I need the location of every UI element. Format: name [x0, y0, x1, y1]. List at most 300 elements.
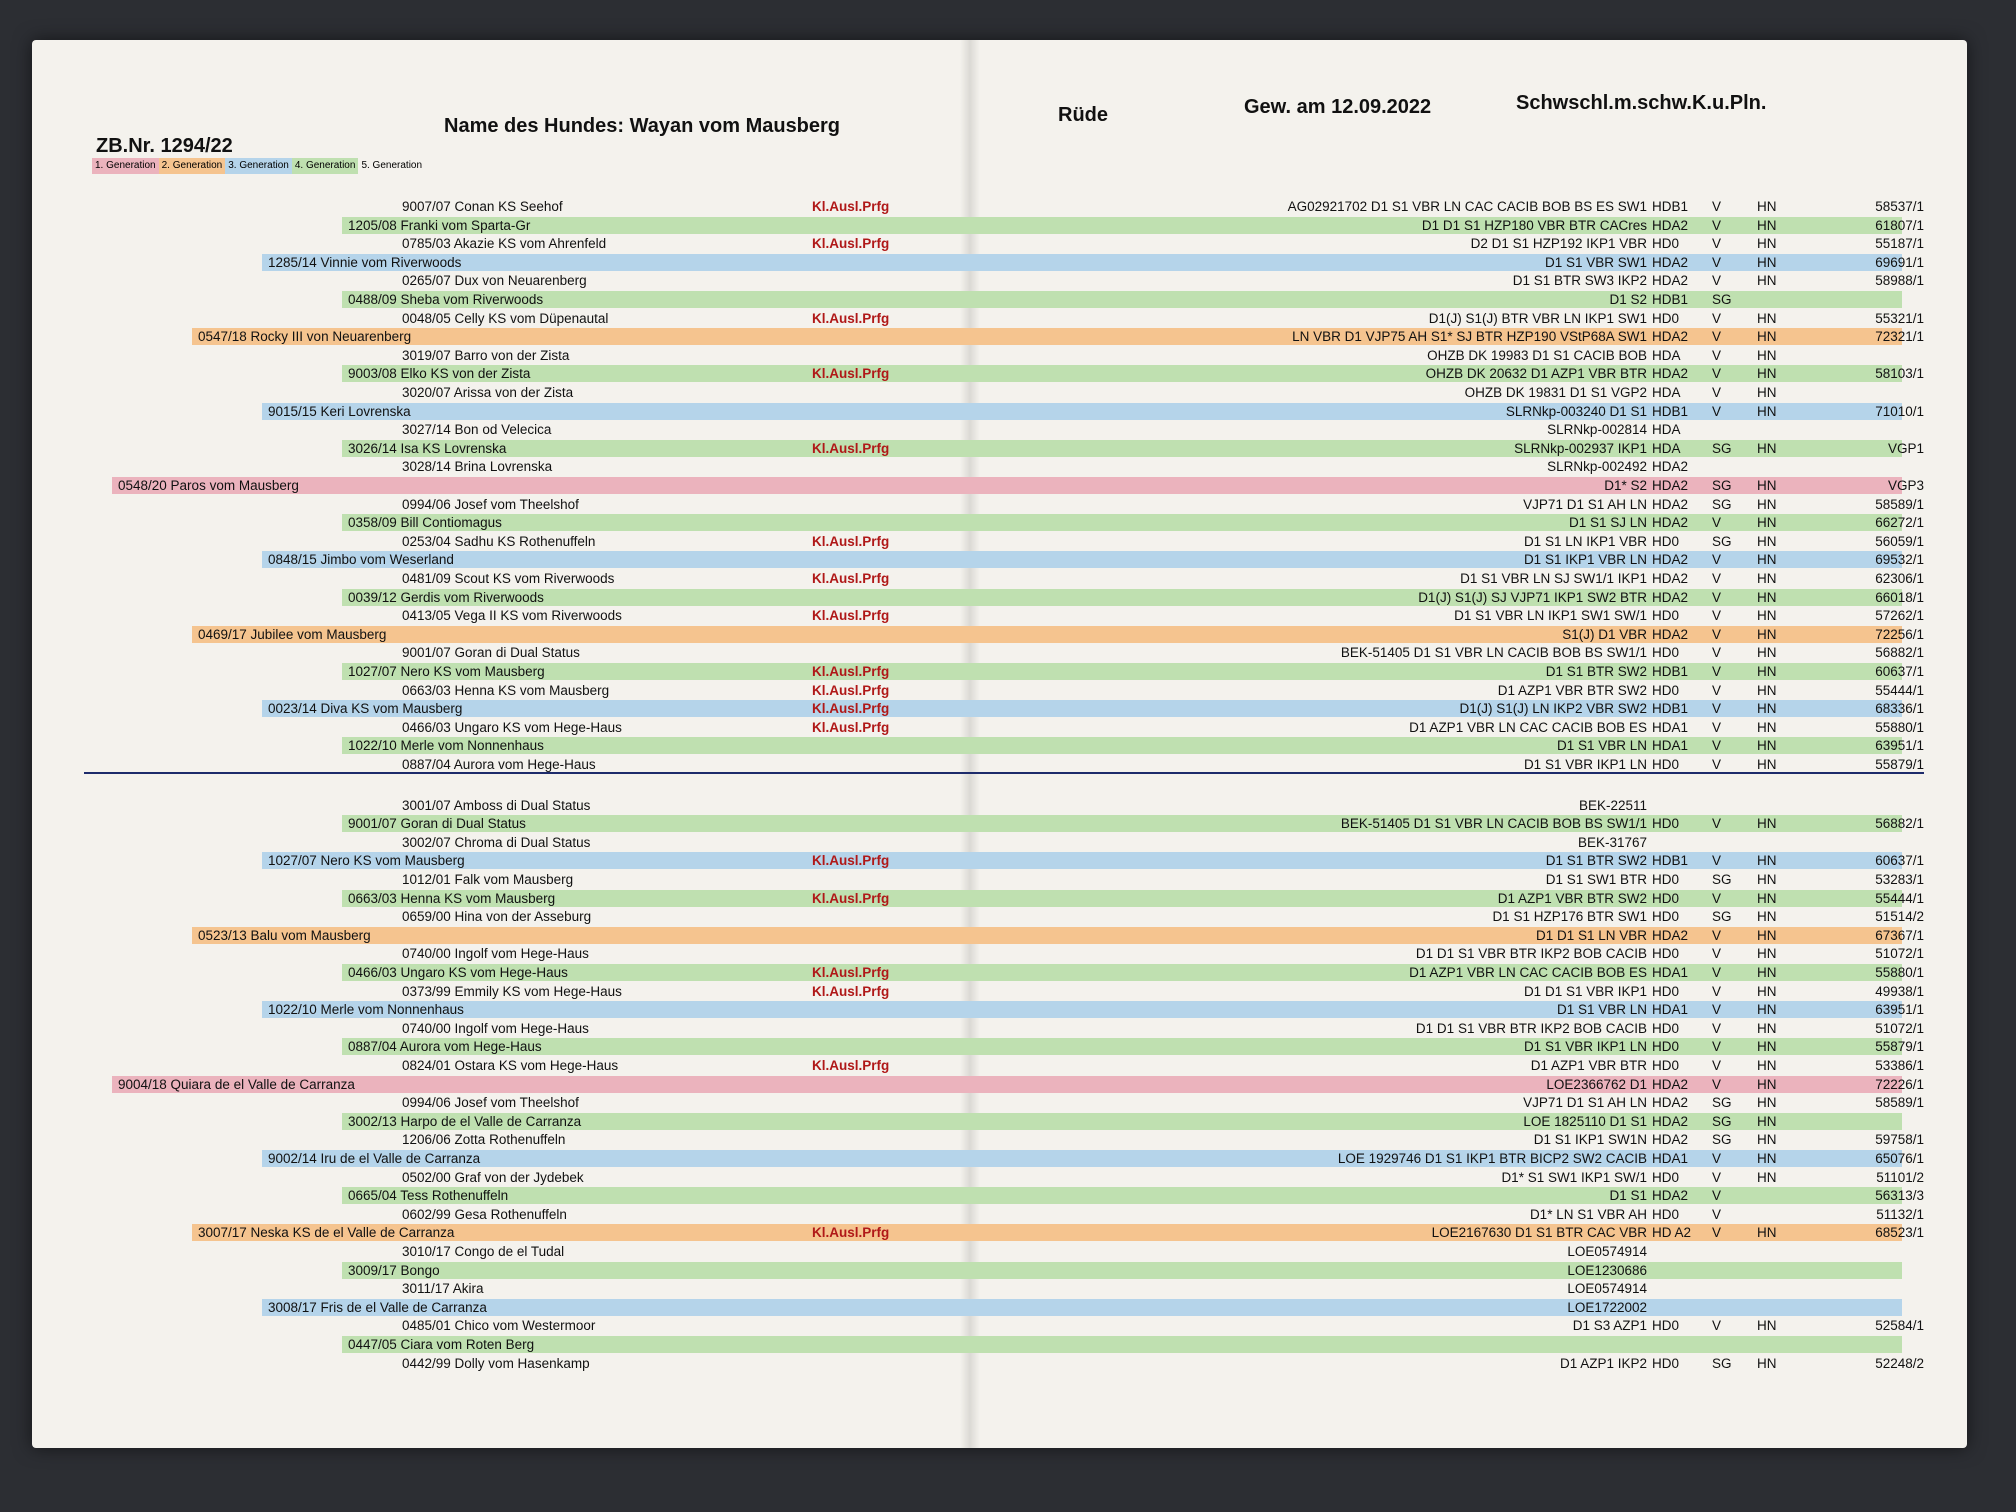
ancestor-name: 0824/01 Ostara KS vom Hege-Haus [402, 1058, 619, 1073]
hd-result: HDA2 [1652, 515, 1689, 531]
rating: SG [1712, 909, 1732, 925]
registry-number: 62306/1 [1875, 571, 1924, 586]
ancestor-titles: SLRNkp-002937 IKP1 [1514, 440, 1647, 456]
status: HN [1757, 1002, 1777, 1018]
exam-note: Kl.Ausl.Prfg [812, 890, 890, 906]
pedigree-row [72, 570, 1932, 587]
breed-color: Schwschl.m.schw.K.u.Pln. [1516, 92, 1767, 114]
hd-result: HD0 [1652, 1020, 1680, 1036]
hd-result: HD0 [1652, 645, 1680, 661]
dog-name: Name des Hundes: Wayan vom Mausberg [444, 115, 841, 137]
rating: V [1712, 1188, 1722, 1204]
status: HN [1757, 1095, 1777, 1111]
registry-number: 72321/1 [1875, 329, 1924, 345]
rating: V [1712, 403, 1722, 419]
ancestor-titles: BEK-22511 [1578, 797, 1647, 813]
ancestor-name: 1205/08 Franki vom Sparta-Gr [348, 217, 531, 233]
ancestor-name: 0548/20 Paros vom Mausberg [118, 478, 299, 493]
hd-result: HDA2 [1652, 254, 1689, 270]
hd-result: HDA2 [1652, 273, 1689, 289]
legend-gen1: 1. Generation [92, 158, 159, 174]
registry-number: 51072/1 [1875, 1020, 1924, 1036]
ancestor-name: 0039/12 Gerdis vom Riverwoods [348, 589, 544, 605]
hd-result: HD0 [1652, 1058, 1680, 1073]
ancestor-titles: D1 AZP1 IKP2 [1559, 1355, 1647, 1371]
ancestor-name: 0447/05 Ciara vom Roten Berg [348, 1337, 535, 1352]
ancestor-titles: D1* LN S1 VBR AH [1529, 1206, 1647, 1222]
ancestor-name: 3026/14 Isa KS Lovrenska [348, 440, 507, 456]
pedigree-row [72, 551, 1932, 568]
hd-result: HDA2 [1652, 217, 1689, 233]
rating: SG [1712, 533, 1732, 549]
ancestor-name: 1022/10 Merle vom Nonnenhaus [268, 1002, 464, 1018]
registry-number: VGP3 [1887, 478, 1924, 493]
ancestor-name: 0602/99 Gesa Rothenuffeln [402, 1206, 567, 1222]
hd-result: HDA [1652, 385, 1681, 400]
exam-note: Kl.Ausl.Prfg [812, 664, 890, 679]
ancestor-name: 0502/00 Graf von der Jydebek [402, 1169, 584, 1185]
status: HN [1757, 217, 1777, 233]
registry-number: 51072/1 [1875, 946, 1924, 962]
status: HN [1757, 515, 1777, 531]
hd-result: HDA2 [1652, 571, 1689, 586]
pedigree-row [72, 1262, 1932, 1279]
status: HN [1757, 440, 1777, 456]
status: HN [1757, 719, 1777, 735]
pedigree-row [72, 198, 1932, 215]
ancestor-name: 0442/99 Dolly vom Hasenkamp [402, 1355, 590, 1371]
ancestor-name: 1027/07 Nero KS vom Mausberg [348, 664, 545, 679]
status: HN [1757, 965, 1777, 980]
rating: SG [1712, 1095, 1732, 1111]
ancestor-name: 0253/04 Sadhu KS Rothenuffeln [402, 533, 596, 549]
ancestor-titles: D1 D1 S1 VBR IKP1 [1523, 983, 1647, 999]
generation-band [342, 1262, 1902, 1279]
status: HN [1757, 403, 1777, 419]
ancestor-titles: D2 D1 S1 HZP192 IKP1 VBR [1470, 236, 1647, 252]
hd-result: HD0 [1652, 1206, 1680, 1222]
rating: V [1712, 310, 1722, 326]
hd-result: HD A2 [1652, 1225, 1692, 1241]
ancestor-titles: D1 S1 IKP1 VBR LN [1523, 552, 1647, 568]
rating: V [1712, 927, 1722, 943]
rating: V [1712, 1058, 1722, 1073]
pedigree-sheet [32, 40, 1967, 1448]
rating: V [1712, 254, 1722, 270]
status: HN [1757, 1113, 1777, 1129]
ancestor-titles: D1 S1 SW1 BTR [1545, 872, 1647, 887]
pedigree-row [72, 815, 1932, 832]
ancestor-name: 0665/04 Tess Rothenuffeln [348, 1188, 509, 1204]
rating: V [1712, 347, 1722, 363]
status: HN [1757, 366, 1777, 382]
ancestor-name: 3008/17 Fris de el Valle de Carranza [268, 1299, 487, 1315]
ancestor-name: 3009/17 Bongo [348, 1262, 440, 1278]
status: HN [1757, 1318, 1777, 1334]
status: HN [1757, 983, 1777, 999]
registry-number: 72226/1 [1875, 1076, 1924, 1092]
ancestor-titles: D1 S3 AZP1 [1572, 1318, 1647, 1334]
hd-result: HDB1 [1652, 701, 1689, 717]
exam-note: Kl.Ausl.Prfg [812, 571, 890, 586]
registry-number: 56882/1 [1875, 816, 1924, 832]
rating: V [1712, 1318, 1722, 1334]
status: HN [1757, 608, 1777, 624]
pedigree-row [72, 1169, 1932, 1186]
rating: V [1712, 738, 1722, 754]
rating: SG [1712, 496, 1732, 512]
pedigree-row [72, 1076, 1932, 1093]
hd-result: HDA2 [1652, 496, 1689, 512]
rating: V [1712, 645, 1722, 661]
status: HN [1757, 1169, 1777, 1185]
pedigree-row [72, 384, 1932, 401]
pedigree-row [72, 797, 1932, 814]
pedigree-row [72, 927, 1932, 944]
ancestor-name: 1285/14 Vinnie vom Riverwoods [268, 254, 462, 270]
ancestor-name: 0413/05 Vega II KS vom Riverwoods [402, 608, 622, 624]
registry-number: 52248/2 [1875, 1355, 1924, 1371]
ancestor-name: 3010/17 Congo de el Tudal [402, 1244, 565, 1259]
pedigree-row [72, 719, 1932, 736]
registry-number: 58537/1 [1875, 199, 1924, 214]
status: HN [1757, 1355, 1777, 1371]
status: HN [1757, 1020, 1777, 1036]
ancestor-name: 1012/01 Falk vom Mausberg [402, 872, 574, 887]
ancestor-titles: S1(J) D1 VBR [1562, 626, 1647, 642]
hd-result: HD0 [1652, 890, 1680, 906]
pedigree-row [72, 756, 1932, 773]
ancestor-titles: LOE2167630 D1 S1 BTR CAC VBR [1431, 1225, 1647, 1241]
registry-number: 60637/1 [1875, 664, 1924, 679]
pedigree-row [72, 235, 1932, 252]
registry-number: 56059/1 [1875, 533, 1924, 549]
registry-number: 68336/1 [1875, 701, 1924, 717]
status: HN [1757, 927, 1777, 943]
ancestor-titles: D1 S1 VBR LN IKP1 SW1 SW/1 [1454, 608, 1647, 624]
pedigree-row [72, 458, 1932, 475]
generation-band [262, 1299, 1902, 1316]
registry-number: 57262/1 [1875, 608, 1924, 624]
pedigree-row [72, 496, 1932, 513]
hd-result: HDA2 [1652, 478, 1689, 493]
generation-legend [92, 158, 425, 174]
ancestor-titles: D1 D1 S1 VBR BTR IKP2 BOB CACIB [1415, 1020, 1647, 1036]
registry-number: VGP1 [1887, 440, 1924, 456]
rating: V [1712, 608, 1722, 624]
rating: V [1712, 664, 1722, 679]
status: HN [1757, 701, 1777, 717]
ancestor-name: 0469/17 Jubilee vom Mausberg [198, 626, 387, 642]
ancestor-titles: VJP71 D1 S1 AH LN [1523, 1095, 1647, 1111]
pedigree-row [72, 254, 1932, 271]
registry-number: 55880/1 [1875, 719, 1924, 735]
ancestor-titles: D1* S1 SW1 IKP1 SW/1 [1501, 1169, 1647, 1185]
status: HN [1757, 254, 1777, 270]
ancestor-name: 9007/07 Conan KS Seehof [402, 199, 563, 214]
generation-band [342, 1336, 1902, 1353]
ancestor-titles: D1 AZP1 VBR LN CAC CACIB BOB ES [1409, 965, 1647, 980]
registry-number: 63951/1 [1875, 1002, 1924, 1018]
ancestor-name: 0887/04 Aurora vom Hege-Haus [402, 757, 596, 772]
ancestor-titles: D1 S1 HZP176 BTR SW1 [1492, 909, 1647, 925]
rating: V [1712, 816, 1722, 832]
registry-number: 60637/1 [1875, 853, 1924, 869]
hd-result: HDA2 [1652, 1095, 1689, 1111]
hd-result: HDB1 [1652, 853, 1689, 869]
pedigree-row [72, 964, 1932, 981]
ancestor-name: 1027/07 Nero KS vom Mausberg [268, 853, 465, 869]
ancestor-titles: D1(J) S1(J) BTR VBR LN IKP1 SW1 [1428, 310, 1647, 326]
pedigree-row [72, 1299, 1932, 1316]
hd-result: HD0 [1652, 983, 1680, 999]
ancestor-name: 0994/06 Josef vom Theelshof [402, 1095, 579, 1111]
pedigree-row [72, 737, 1932, 754]
hd-result: HDA [1652, 440, 1681, 456]
pedigree-row [72, 1355, 1932, 1372]
hd-result: HDA1 [1652, 1151, 1689, 1166]
pedigree-row [72, 945, 1932, 962]
whelp-date: Gew. am 12.09.2022 [1244, 96, 1432, 118]
ancestor-name: 9015/15 Keri Lovrenska [268, 403, 411, 419]
registry-number: 55444/1 [1875, 890, 1924, 906]
ancestor-titles: D1 AZP1 VBR BTR [1530, 1058, 1647, 1073]
rating: V [1712, 701, 1722, 717]
exam-note: Kl.Ausl.Prfg [812, 965, 890, 980]
ancestor-titles: AG02921702 D1 S1 VBR LN CAC CACIB BOB BS ES SW1 [1287, 199, 1647, 214]
registry-number: 51514/2 [1875, 909, 1924, 925]
ancestor-name: 9001/07 Goran di Dual Status [402, 645, 580, 661]
registry-number: 51101/2 [1876, 1169, 1924, 1185]
ancestor-name: 3002/07 Chroma di Dual Status [402, 834, 591, 850]
ancestor-name: 0481/09 Scout KS vom Riverwoods [402, 571, 615, 586]
ancestor-name: 0023/14 Diva KS vom Mausberg [268, 701, 463, 717]
pedigree-row [72, 1224, 1932, 1241]
ancestor-titles: D1 S1 VBR IKP1 LN [1523, 757, 1647, 772]
hd-result: HDA2 [1652, 366, 1689, 382]
exam-note: Kl.Ausl.Prfg [812, 1225, 890, 1241]
ancestor-name: 0466/03 Ungaro KS vom Hege-Haus [348, 965, 568, 980]
ancestor-titles: D1 S1 VBR IKP1 LN [1523, 1039, 1647, 1055]
pedigree-row [72, 852, 1932, 869]
rating: V [1712, 1206, 1722, 1222]
ancestor-titles: SLRNkp-002814 [1547, 422, 1647, 438]
rating: SG [1712, 1132, 1732, 1148]
ancestor-titles: OHZB DK 19983 D1 S1 CACIB BOB [1427, 347, 1647, 363]
ancestor-name: 0466/03 Ungaro KS vom Hege-Haus [402, 719, 622, 735]
ancestor-name: 9001/07 Goran di Dual Status [348, 816, 526, 832]
rating: SG [1712, 1113, 1732, 1129]
rating: V [1712, 1002, 1722, 1018]
legend-gen3: 3. Generation [225, 158, 292, 174]
pedigree-row [72, 477, 1932, 494]
hd-result: HD0 [1652, 1169, 1680, 1185]
ancestor-titles: BEK-51405 D1 S1 VBR LN CACIB BOB BS SW1/1 [1340, 816, 1647, 832]
rating: V [1712, 626, 1722, 642]
hd-result: HDA2 [1652, 1076, 1689, 1092]
registry-number: 55880/1 [1875, 965, 1924, 980]
pedigree-row [72, 1020, 1932, 1037]
exam-note: Kl.Ausl.Prfg [812, 236, 890, 252]
rating: V [1712, 965, 1722, 980]
ancestor-titles: BEK-31767 [1577, 834, 1647, 850]
pedigree-row [72, 644, 1932, 661]
status: HN [1757, 236, 1777, 252]
rating: SG [1712, 1355, 1732, 1371]
hd-result: HDA [1652, 422, 1681, 438]
status: HN [1757, 533, 1777, 549]
pedigree-row [72, 983, 1932, 1000]
hd-result: HDA2 [1652, 927, 1689, 943]
registry-number: 58988/1 [1875, 273, 1924, 289]
ancestor-titles: LOE 1929746 D1 S1 IKP1 BTR BICP2 SW2 CACIB [1337, 1151, 1647, 1166]
rating: V [1712, 1020, 1722, 1036]
ancestor-titles: LN VBR D1 VJP75 AH S1* SJ BTR HZP190 VStP68A SW1 [1292, 329, 1647, 345]
registry-number: 55187/1 [1875, 236, 1924, 252]
registry-number: 55879/1 [1875, 757, 1924, 772]
ancestor-name: 0659/00 Hina von der Asseburg [402, 909, 592, 925]
pedigree-row [72, 1001, 1932, 1018]
rating: SG [1712, 872, 1732, 887]
registry-number: 63951/1 [1875, 738, 1924, 754]
hd-result: HDA1 [1652, 965, 1689, 980]
status: HN [1757, 626, 1777, 642]
status: HN [1757, 1225, 1777, 1241]
pedigree-row [72, 1150, 1932, 1167]
rating: SG [1712, 440, 1732, 456]
ancestor-name: 0048/05 Celly KS vom Düpenautal [402, 310, 609, 326]
hd-result: HD0 [1652, 533, 1680, 549]
registry-number: 65076/1 [1875, 1151, 1924, 1166]
ancestor-titles: D1 S1 VBR LN [1556, 738, 1647, 754]
hd-result: HDA2 [1652, 1113, 1689, 1129]
registry-number: 58589/1 [1875, 1095, 1924, 1111]
hd-result: HDA1 [1652, 1002, 1689, 1018]
ancestor-titles: LOE0574914 [1567, 1281, 1647, 1297]
hd-result: HDA2 [1652, 626, 1689, 642]
pedigree-row [72, 533, 1932, 550]
exam-note: Kl.Ausl.Prfg [812, 701, 890, 717]
pedigree-row [72, 272, 1932, 289]
status: HN [1757, 909, 1777, 925]
hd-result: HDA1 [1652, 719, 1689, 735]
exam-note: Kl.Ausl.Prfg [812, 533, 890, 549]
status: HN [1757, 946, 1777, 962]
status: HN [1757, 385, 1777, 400]
section-divider [84, 772, 1924, 774]
exam-note: Kl.Ausl.Prfg [812, 440, 890, 456]
registry-number: 67367/1 [1875, 927, 1924, 943]
ancestor-name: 3002/13 Harpo de el Valle de Carranza [348, 1113, 582, 1129]
rating: V [1712, 552, 1722, 568]
ancestor-titles: SLRNkp-003240 D1 S1 [1505, 403, 1647, 419]
ancestor-name: 0663/03 Henna KS vom Mausberg [348, 890, 556, 906]
hd-result: HD0 [1652, 310, 1680, 326]
rating: V [1712, 273, 1722, 289]
exam-note: Kl.Ausl.Prfg [812, 199, 890, 214]
rating: V [1712, 589, 1722, 605]
pedigree-row [72, 1038, 1932, 1055]
ancestor-titles: D1 S1 [1609, 1188, 1647, 1204]
rating: V [1712, 682, 1722, 698]
ancestor-name: 3001/07 Amboss di Dual Status [402, 797, 591, 813]
ancestor-titles: LOE0574914 [1567, 1244, 1647, 1259]
ancestor-name: 1022/10 Merle vom Nonnenhaus [348, 738, 544, 754]
ancestor-name: 0485/01 Chico vom Westermoor [402, 1318, 596, 1334]
registry-number: 66272/1 [1875, 515, 1924, 531]
registry-number: 66018/1 [1875, 589, 1924, 605]
ancestor-titles: D1 D1 S1 VBR BTR IKP2 BOB CACIB [1415, 946, 1647, 962]
ancestor-name: 9002/14 Iru de el Valle de Carranza [268, 1151, 481, 1166]
ancestor-titles: LOE2366762 D1 [1546, 1076, 1647, 1092]
ancestor-name: 0663/03 Henna KS vom Mausberg [402, 682, 610, 698]
hd-result: HD0 [1652, 946, 1680, 962]
exam-note: Kl.Ausl.Prfg [812, 366, 890, 382]
ancestor-name: 0887/04 Aurora vom Hege-Haus [348, 1039, 542, 1055]
ancestor-titles: D1 S1 IKP1 SW1N [1533, 1132, 1647, 1148]
status: HN [1757, 1132, 1777, 1148]
status: HN [1757, 329, 1777, 345]
hd-result: HD0 [1652, 909, 1680, 925]
registry-number: 49938/1 [1875, 983, 1924, 999]
status: HN [1757, 589, 1777, 605]
ancestor-titles: D1 AZP1 VBR BTR SW2 [1497, 890, 1647, 906]
ancestor-name: 3027/14 Bon od Velecica [402, 422, 552, 438]
pedigree-row [72, 607, 1932, 624]
registry-number: 53386/1 [1875, 1058, 1924, 1073]
rating: V [1712, 1151, 1722, 1166]
hd-result: HDA2 [1652, 589, 1689, 605]
ancestor-name: 3011/17 Akira [402, 1281, 484, 1297]
registry-number: 53283/1 [1875, 872, 1924, 887]
pedigree-row [72, 514, 1932, 531]
pedigree-row [72, 421, 1932, 438]
status: HN [1757, 757, 1777, 772]
status: HN [1757, 853, 1777, 869]
dog-sex: Rüde [1058, 104, 1108, 126]
hd-result: HDA2 [1652, 459, 1689, 475]
ancestor-name: 0740/00 Ingolf vom Hege-Haus [402, 1020, 589, 1036]
pedigree-row [72, 291, 1932, 308]
ancestor-name: 3019/07 Barro von der Zista [402, 347, 570, 363]
ancestor-titles: D1 D1 S1 HZP180 VBR BTR CACres [1421, 217, 1647, 233]
hd-result: HDA2 [1652, 329, 1689, 345]
hd-result: HDA2 [1652, 1132, 1689, 1148]
exam-note: Kl.Ausl.Prfg [812, 608, 890, 624]
ancestor-titles: BEK-51405 D1 S1 VBR LN CACIB BOB BS SW1/1 [1340, 645, 1647, 661]
legend-gen5: 5. Generation [361, 160, 423, 171]
ancestor-titles: LOE 1825110 D1 S1 [1523, 1113, 1647, 1129]
rating: V [1712, 236, 1722, 252]
rating: V [1712, 1076, 1722, 1092]
status: HN [1757, 199, 1777, 214]
ancestor-titles: D1 AZP1 VBR LN CAC CACIB BOB ES [1409, 719, 1647, 735]
ancestor-titles: D1(J) S1(J) SJ VJP71 IKP1 SW2 BTR [1418, 589, 1647, 605]
ancestor-titles: D1 S1 LN IKP1 VBR [1523, 533, 1647, 549]
registry-number: 61807/1 [1875, 217, 1924, 233]
hd-result: HD0 [1652, 682, 1680, 698]
ancestor-titles: D1 S1 SJ LN [1568, 515, 1647, 531]
rating: V [1712, 719, 1722, 735]
ancestor-titles: D1 AZP1 VBR BTR SW2 [1497, 682, 1647, 698]
ancestor-name: 0785/03 Akazie KS vom Ahrenfeld [402, 236, 607, 252]
exam-note: Kl.Ausl.Prfg [812, 983, 890, 999]
rating: V [1712, 890, 1722, 906]
hd-result: HD0 [1652, 236, 1680, 252]
hd-result: HD0 [1652, 757, 1680, 772]
ancestor-titles: D1 S1 VBR LN [1556, 1002, 1647, 1018]
ancestor-name: 9003/08 Elko KS von der Zista [348, 366, 531, 382]
